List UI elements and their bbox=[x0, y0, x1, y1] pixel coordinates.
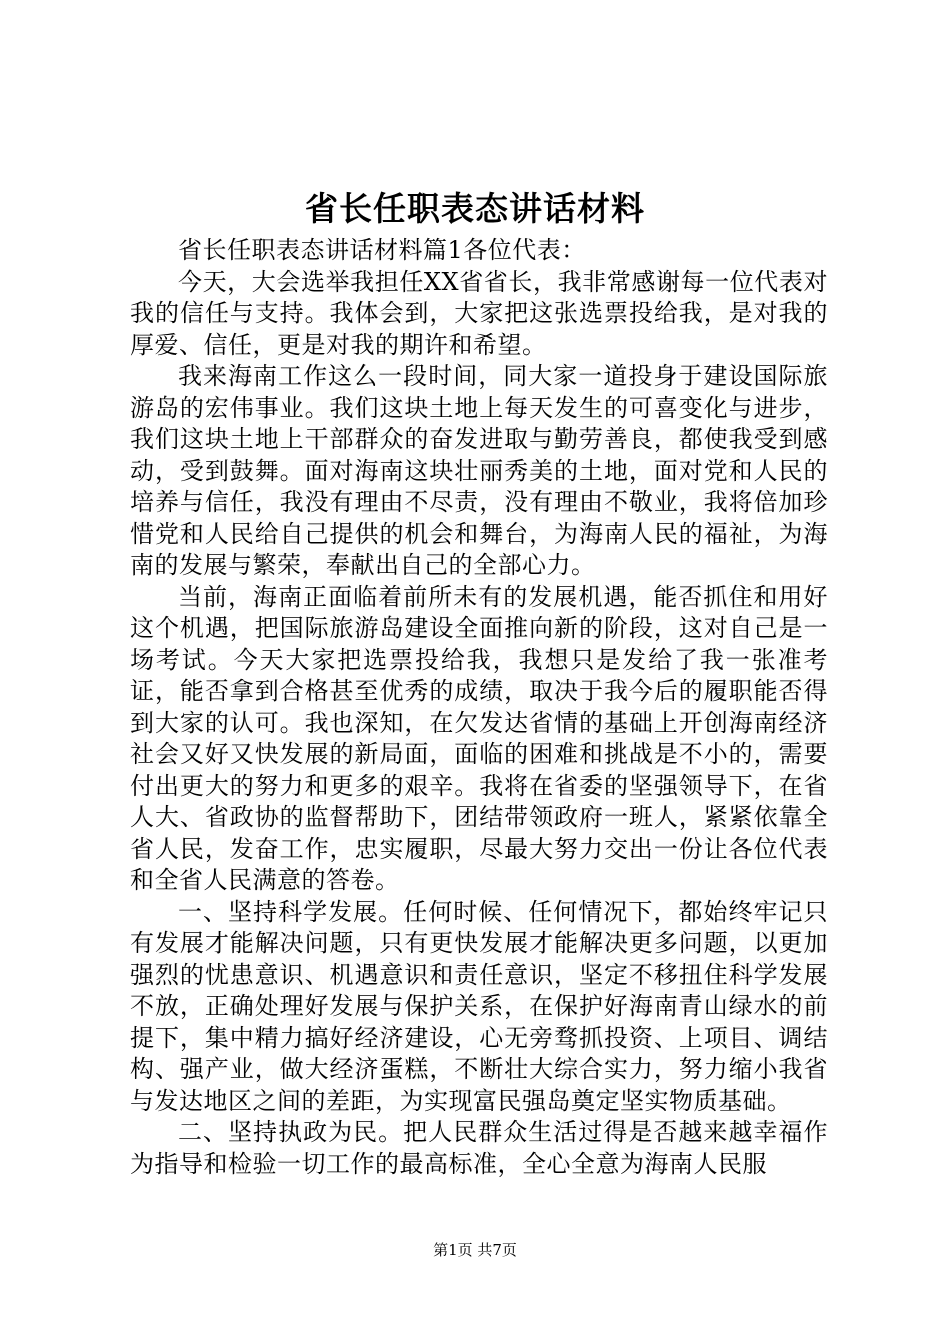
document-title: 省长任职表态讲话材料 bbox=[305, 189, 645, 228]
paragraph-thanks: 今天，大会选举我担任XX省省长，我非常感谢每一位代表对我的信任与支持。我体会到，大家把这张选票投给我，是对我的厚爱、信任，更是对我的期许和希望。 bbox=[130, 267, 828, 359]
page-number: 第1页 bbox=[433, 1241, 473, 1259]
paragraph-hainan-work: 我来海南工作这么一段时间，同大家一道投身于建设国际旅游岛的宏伟事业。我们这块土地上每天发生的可喜变化与进步，我们这块土地上干部群众的奋发进取与勤劳善良，都使我受到感动，受到鼓舞。面对海南这块壮丽秀美的土地，面对党和人民的培养与信任，我没有理由不尽责，没有理由不敬业，我将倍加珍惜党和人民给自己提供的机会和舞台，为海南人民的福祉，为海南的发展与繁荣，奉献出自己的全部心力。 bbox=[130, 362, 828, 579]
paragraph-scientific-development: 一、坚持科学发展。任何时候、任何情况下，都始终牢记只有发展才能解决问题，只有更快发展才能解决更多问题，以更加强烈的忧患意识、机遇意识和责任意识，坚定不移扭住科学发展不放，正确处理好发展与保护关系，在保护好海南青山绿水的前提下，集中精力搞好经济建设，心无旁骛抓投资、上项目、调结构、强产业，做大经济蛋糕，不断壮大综合实力，努力缩小我省与发达地区之间的差距，为实现富民强岛奠定坚实物质基础。 bbox=[130, 897, 828, 1115]
page-footer bbox=[0, 1240, 950, 1260]
page-total: 共7页 bbox=[477, 1241, 517, 1259]
paragraph-opportunity: 当前，海南正面临着前所未有的发展机遇，能否抓住和用好这个机遇，把国际旅游岛建设全面推向新的阶段，这对自己是一场考试。今天大家把选票投给我，我想只是发给了我一张准考证，能否拿到合格甚至优秀的成绩，取决于我今后的履职能否得到大家的认可。我也深知，在欠发达省情的基础上开创海南经济社会又好又快发展的新局面，面临的困难和挑战是不小的，需要付出更大的努力和更多的艰辛。我将在省委的坚强领导下，在省人大、省政协的监督帮助下，团结带领政府一班人，紧紧依靠全省人民，发奋工作，忠实履职，尽最大努力交出一份让各位代表和全省人民满意的答卷。 bbox=[130, 582, 828, 894]
document-body bbox=[130, 235, 828, 1180]
paragraph-govern-for-people: 二、坚持执政为民。把人民群众生活过得是否越来越幸福作为指导和检验一切工作的最高标准，全心全意为海南人民服 bbox=[130, 1118, 828, 1178]
paragraph-opening: 省长任职表态讲话材料篇1各位代表： bbox=[178, 236, 586, 264]
